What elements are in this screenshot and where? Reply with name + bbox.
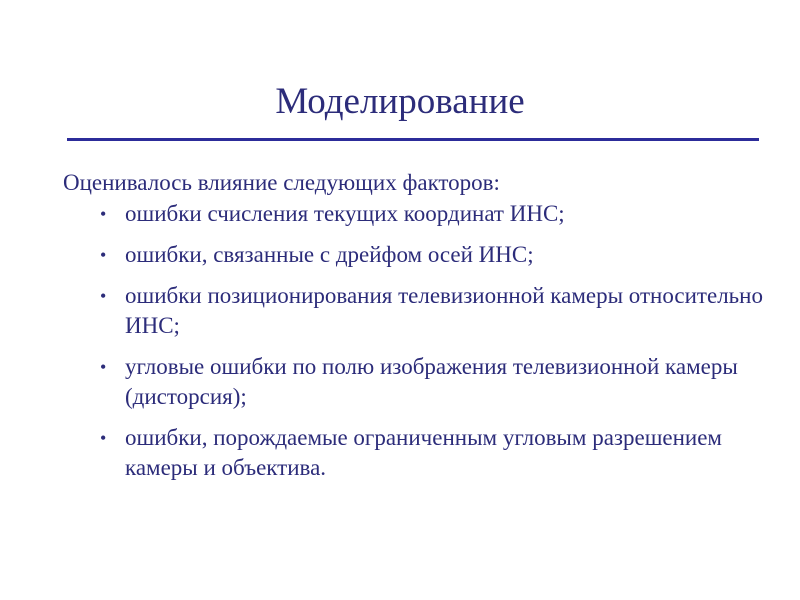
bullet-icon: • bbox=[100, 286, 107, 306]
bullet-icon: • bbox=[100, 357, 107, 377]
bullet-text: ошибки, связанные с дрейфом осей ИНС; bbox=[125, 242, 534, 267]
bullet-item bbox=[98, 240, 778, 270]
bullet-item bbox=[98, 281, 778, 341]
slide-title: Моделирование bbox=[275, 81, 525, 122]
bullet-item bbox=[98, 423, 778, 483]
bullet-icon: • bbox=[100, 204, 107, 224]
bullet-icon: • bbox=[100, 245, 107, 265]
bullet-item bbox=[98, 352, 778, 412]
bullet-text: ошибки счисления текущих координат ИНС; bbox=[125, 201, 565, 226]
title-divider bbox=[67, 138, 759, 141]
bullet-list bbox=[98, 199, 778, 494]
intro-text: Оценивалось влияние следующих факторов: bbox=[63, 170, 500, 195]
bullet-text: ошибки, порождаемые ограниченным угловым разрешением камеры и объектива. bbox=[125, 425, 722, 480]
bullet-text: угловые ошибки по полю изображения телевизионной камеры (дисторсия); bbox=[125, 354, 738, 409]
bullet-item bbox=[98, 199, 778, 229]
bullet-text: ошибки позиционирования телевизионной камеры относительно ИНС; bbox=[125, 283, 763, 338]
bullet-icon: • bbox=[100, 428, 107, 448]
